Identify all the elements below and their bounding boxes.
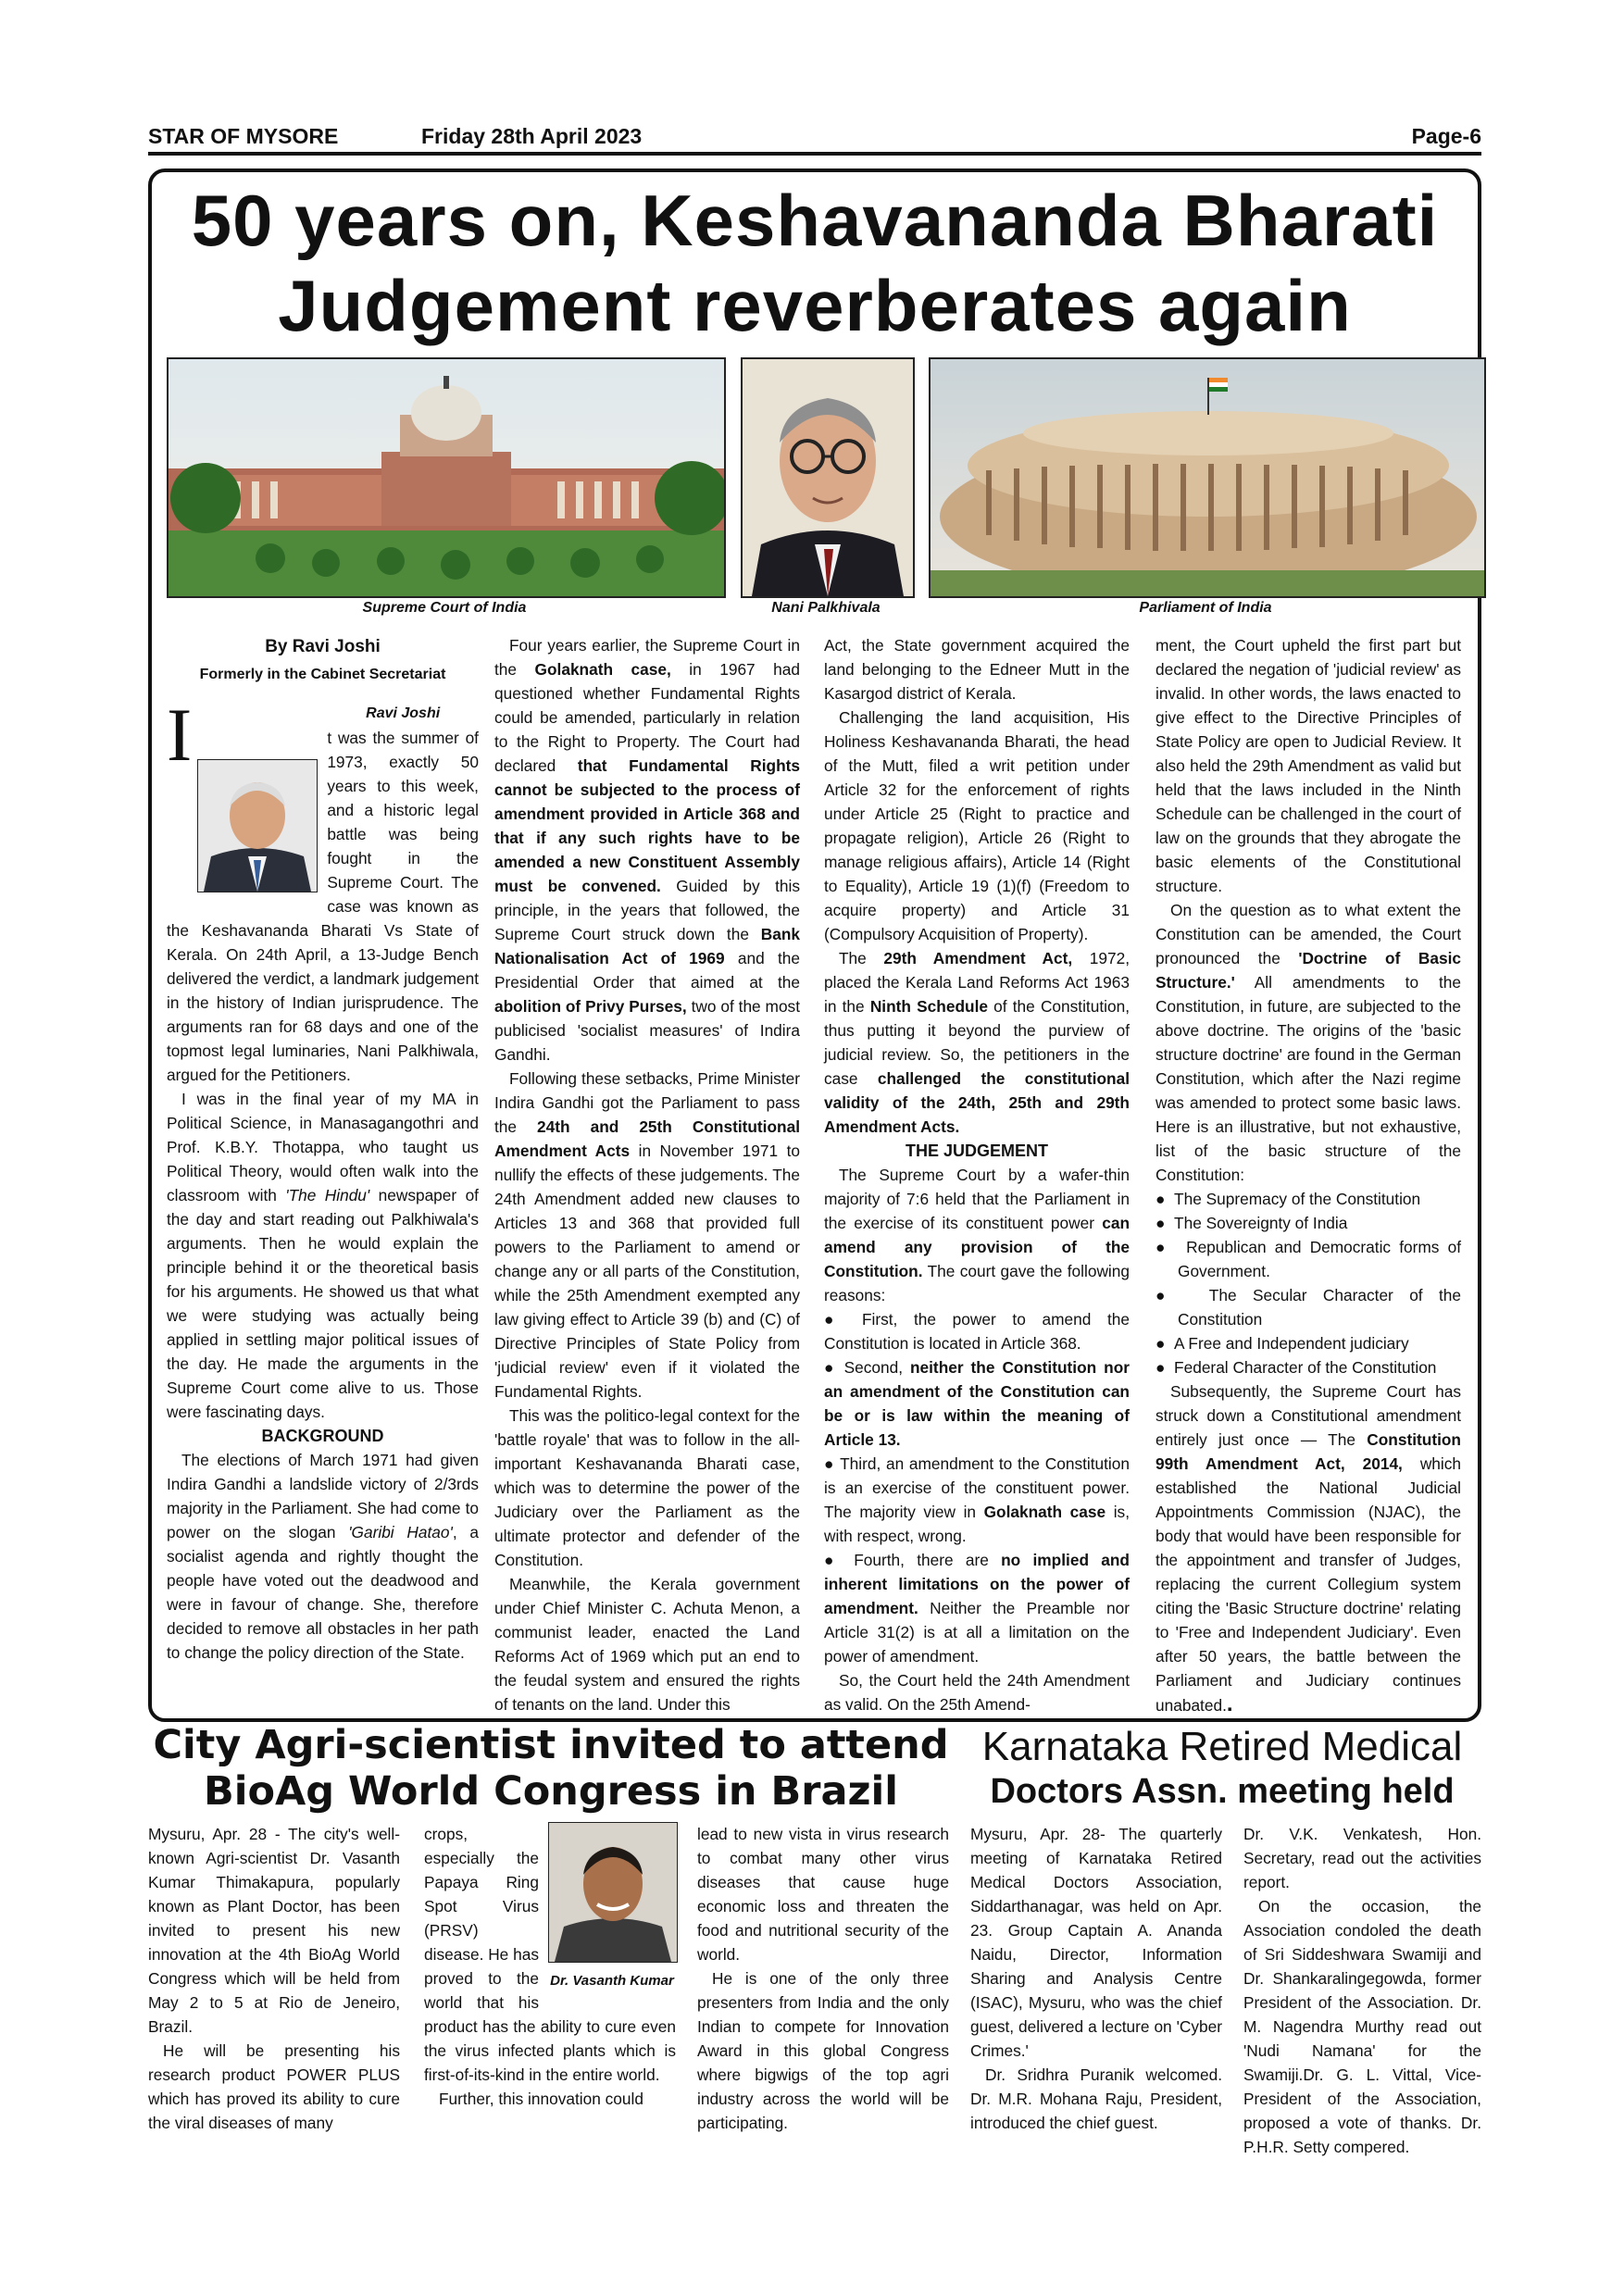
paragraph: Challenging the land acquisition, His Holiness Keshavananda Bharati, the head of the Mutt, filed a writ petition under Article 32 for the enforcement of rights under Article 25 (Right to practice and propagate religion), Article 26 (Right to manage religious affairs), Article 14 (Right to Equality), Article 19 (1)(f) (Freedom to acquire property) and Article 31 (Compulsory Acquisition of Property).	[824, 708, 1130, 943]
byline: By Ravi Joshi	[265, 637, 381, 656]
text-run: All amendments to the Constitution, in future, are subjected to the above doctrine. The origins of the 'basic structure doctrine' are found in the German Constitution, which after the Nazi regime was amended to protect some basic laws. Here is an illustrative, but not exhaustive, list of the basic structure of the Constitution:	[1156, 973, 1461, 1184]
text-run: Subsequently, the Supreme Court has struck down a Constitutional amendment entirely just once — The	[1156, 1382, 1461, 1449]
paragraph: Mysuru, Apr. 28- The quarterly meeting of Karnataka Retired Medical Doctors Association, Siddarthanagar, was held on Apr. 23. Group Captain A. Ananda Naidu, Director, Information Sharing and Analysis Centre (ISAC), Mysuru, who was the chief guest, delivered a lecture on 'Cyber Crimes.'	[970, 1825, 1222, 2060]
karnataka-headline	[963, 1724, 1481, 1813]
text-run: , a socialist agenda and rightly thought the people have voted out the deadwood and were in favour of change. She, therefore decided to remove all obstacles in her path to change the policy direction of the State.	[167, 1523, 479, 1662]
paper-name: STAR OF MYSORE	[148, 124, 339, 148]
paragraph: This was the politico-legal context for the 'battle royale' that was to follow in the all-important Keshavananda Bharati case, which was to determine the power of the Judiciary over the Parliament as the ultimate protector and defender of the Constitution.	[494, 1406, 800, 1569]
text-run: neither the Constitution nor an amendment of the Constitution can be or is law within the meaning of Article 13.	[824, 1358, 1130, 1449]
text-run: The Supreme Court by a wafer-thin majority of 7:6 held that the Parliament in the exercise of its constituent power	[824, 1166, 1130, 1232]
text-run: Golaknath case	[983, 1503, 1106, 1521]
text-run: can amend any provision of the Constitution.	[824, 1214, 1130, 1280]
paragraph: He is one of the only three presenters from India and the only Indian to compete for Innovation Award in this global Congress where bigwigs of the top agri industry across the world will be participating.	[697, 1969, 949, 2132]
agri-column-1	[148, 1822, 400, 2135]
paragraph: ment, the Court upheld the first part but declared the negation of 'judicial review' as invalid. In other words, the laws enacted to give effect to the Directive Principles of State Policy are open to Judicial Review. It also held the 29th Amendment as valid but held that the laws included in the Ninth Schedule can be challenged in the court of law on the grounds that they abrogate the basic elements of the Constitutional structure.	[1156, 636, 1461, 895]
agri-headline	[148, 1722, 954, 1815]
reason-item	[824, 1548, 1130, 1668]
paragraph: On the occasion, the Association condoled the death of Sri Siddeshwara Swamiji and Dr. Shankaralingegowda, former President of the Association. Dr. M. Nagendra Murthy read out 'Nudi Namana' for the Swamiji.Dr. G. L. Vittal, Vice-President of the Association, proposed a vote of thanks. Dr. P.H.R. Setty compered.	[1243, 1897, 1481, 2156]
text-run: that Fundamental Rights cannot be subjected to the process of amendment provided in Article 368 and that if any such rights have to be amended a new Constituent Assembly must be convened.	[494, 756, 801, 895]
text-run: On the question as to what extent the Constitution can be amended, the Court pronounced the	[1156, 901, 1461, 967]
slogan: 'Garibi Hatao'	[348, 1523, 453, 1541]
subhead-background: BACKGROUND	[261, 1427, 384, 1445]
page-number: Page-6	[1411, 124, 1481, 148]
supreme-court-image	[169, 359, 724, 596]
supreme-court-caption: Supreme Court of India	[362, 600, 527, 616]
parliament-image	[931, 359, 1484, 596]
paragraph	[494, 1067, 800, 1404]
author-photo-caption: Ravi Joshi	[366, 705, 441, 721]
text-run: is, with respect, wrong.	[824, 1503, 1130, 1545]
text-run: in 1967 had questioned whether Fundamental Rights could be amended, particularly in relation to the Right to Property. The Court had declared	[494, 660, 801, 775]
basic-structure-item: ● A Free and Independent judiciary	[1156, 1331, 1461, 1355]
issue-date: Friday 28th April 2023	[421, 124, 643, 148]
nani-palkhivala-caption: Nani Palkhivala	[771, 600, 881, 616]
text-run: of the Constitution, thus putting it beyond the purview of judicial review. So, the petitioners in the case	[824, 997, 1131, 1088]
lead-column-1	[167, 633, 479, 1665]
basic-structure-item: ● The Secular Character of the Constitution	[1156, 1283, 1461, 1331]
paragraph: So, the Court held the 24th Amendment as valid. On the 25th Amend-	[824, 1671, 1130, 1714]
text-run: Neither the Preamble nor Article 31(2) is at all a limitation on the power of amendment.	[824, 1599, 1130, 1666]
intro-text: t was the summer of 1973, exactly 50 years to this week, and a historic legal battle was being fought in the Supreme Court. The case was known as the Keshavananda Bharati Vs State of Kerala. On 24th April, a 13-Judge Bench delivered the verdict, a landmark judgement in the history of Indian jurisprudence. The arguments ran for 68 days and one of the topmost legal luminaries, Nani Palkhiwala, argued for the Petitioners.	[167, 729, 479, 1084]
supreme-court-photo	[167, 357, 726, 598]
end-mark: .	[1226, 1691, 1233, 1716]
agri-column-3	[697, 1822, 949, 2135]
text-run: Second,	[843, 1358, 910, 1377]
paragraph	[1156, 1379, 1461, 1717]
agri-headline-line1: City Agri-scientist invited to attend	[153, 1722, 949, 1768]
paragraph: crops, especially the Papaya Ring Spot Virus (PRSV) disease. He has proved to the world that his product has the ability to cure even the virus infected plants which is first-of-its-kind in the entire world.	[424, 1825, 676, 2084]
vasanth-kumar-portrait	[548, 1822, 678, 1963]
paragraph	[167, 1448, 479, 1665]
paragraph	[824, 1163, 1130, 1307]
text-run: 29th Amendment Act,	[883, 949, 1073, 967]
text-run: no implied and inherent limitations on the power of amendment.	[824, 1551, 1130, 1617]
text-run: and the Presidential Order that aimed at the	[494, 949, 800, 992]
nani-palkhivala-photo	[741, 357, 915, 598]
paragraph: Act, the State government acquired the land belonging to the Edneer Mutt in the Kasargod district of Kerala.	[824, 636, 1130, 703]
paragraph	[167, 1087, 479, 1424]
paragraph: Dr. Sridhra Puranik welcomed. Dr. M.R. Mohana Raju, President, introduced the chief guest.	[970, 2065, 1222, 2132]
text-run: Golaknath case,	[534, 660, 671, 679]
text-run: in November 1971 to nullify the effects of these judgements. The 24th Amendment added new clauses to Articles 13 and 368 that provided full powers to the Parliament to amend or change any or all parts of the Constitution, while the 25th Amendment exempted any law giving effect to Article 39 (b) and (C) of Directive Principles of State Policy from 'judicial review' even if it violated the Fundamental Rights.	[494, 1142, 800, 1401]
lead-column-4	[1156, 633, 1461, 1717]
agri-headline-line2: BioAg World Congress in Brazil	[203, 1768, 899, 1815]
text-run: Following these setbacks, Prime Minister Indira Gandhi got the Parliament to pass the	[494, 1069, 800, 1136]
text-run: The elections of March 1971 had given Indira Gandhi a landslide victory of 2/3rds majority in the Parliament. She had come to power on the slogan	[167, 1451, 479, 1541]
reason-item	[824, 1452, 1130, 1548]
paragraph: Meanwhile, the Kerala government under Chief Minister C. Achuta Menon, a communist leader, enacted the Land Reforms Act of 1969 which put an end to the feudal system and ensured the rights of tenants on the land. Under this	[494, 1575, 800, 1714]
paragraph: lead to new vista in virus research to combat many other virus diseases that cause huge economic loss and threaten the food and nutritional security of the world.	[697, 1825, 949, 1964]
agri-column-2	[424, 1822, 676, 2111]
dropcap: I	[167, 693, 193, 777]
lead-column-2	[494, 633, 800, 1716]
vasanth-kumar-photo	[548, 1822, 676, 1993]
karnataka-column-2	[1243, 1822, 1481, 2159]
text-run: Fourth, there are	[854, 1551, 1002, 1569]
subhead-judgement: THE JUDGEMENT	[905, 1142, 1048, 1160]
lead-column-3	[824, 633, 1130, 1716]
paragraph	[824, 946, 1130, 1139]
reason-item: ● First, the power to amend the Constitution is located in Article 368.	[824, 1307, 1130, 1355]
newspaper-name: 'The Hindu'	[285, 1186, 370, 1204]
parliament-photo	[929, 357, 1486, 598]
lead-headline	[157, 178, 1472, 348]
text-run: two of the most publicised 'socialist measures' of Indira Gandhi.	[494, 997, 800, 1064]
vasanth-kumar-caption: Dr. Vasanth Kumar	[550, 1973, 674, 1989]
text-run: 24th and 25th Constitutional Amendment Acts	[494, 1117, 801, 1160]
text-run: Bank Nationalisation Act of 1969	[494, 925, 800, 967]
karnataka-headline-line2: Doctors Assn. meeting held	[990, 1772, 1455, 1811]
byline-role: Formerly in the Cabinet Secretariat	[199, 667, 446, 682]
basic-structure-item: ● Federal Character of the Constitution	[1156, 1355, 1461, 1379]
text-run: Guided by this principle, in the years that followed, the Supreme Court struck down the	[494, 877, 800, 943]
masthead-rule	[148, 152, 1481, 156]
text-run: The	[839, 949, 884, 967]
text-run: which established the National Judicial Appointments Commission (NJAC), the body that would have been responsible for the appointment and transfer of Judges, replacing the current Collegium system citing the 'Basic Structure doctrine' relating to 'Free and Independent Judiciary'. Even after 50 years, the battle between the Parliament and Judiciary continues unabated.	[1156, 1454, 1462, 1715]
text-run: The court gave the following reasons:	[824, 1262, 1130, 1304]
nani-palkhivala-portrait	[743, 359, 913, 596]
text-run: 'Doctrine of Basic Structure.'	[1156, 949, 1461, 992]
text-run: Ninth Schedule	[869, 997, 988, 1016]
karnataka-headline-line1: Karnataka Retired Medical	[981, 1724, 1463, 1769]
masthead	[148, 120, 1481, 154]
paragraph: Dr. V.K. Venkatesh, Hon. Secretary, read out the activities report.	[1243, 1825, 1481, 1891]
paragraph	[1156, 898, 1461, 1187]
text-run: I was in the final year of my MA in Political Science, in Manasagangothri and Prof. K.B.Y. Thotappa, who taught us Political Theory, would often walk into the classroom with	[167, 1090, 479, 1204]
basic-structure-item: ● Republican and Democratic forms of Government.	[1156, 1235, 1461, 1283]
ravi-joshi-portrait	[197, 759, 318, 892]
paragraph: Further, this innovation could	[439, 2090, 643, 2108]
text-run: Third, an amendment to the Constitution is an exercise of the constituent power. The majority view in	[824, 1454, 1130, 1521]
karnataka-column-1	[970, 1822, 1222, 2135]
text-run: Constitution 99th Amendment Act, 2014,	[1156, 1430, 1461, 1473]
paragraph	[494, 633, 800, 1067]
lead-headline-line1: 50 years on, Keshavananda Bharati	[191, 180, 1439, 261]
reason-item	[824, 1355, 1130, 1452]
paragraph: He will be presenting his research product POWER PLUS which has proved its ability to cure the viral diseases of many	[148, 2041, 400, 2132]
text-run: challenged the constitutional validity of the 24th, 25th and 29th Amendment Acts.	[824, 1069, 1130, 1136]
lead-headline-line2: Judgement reverberates again	[278, 265, 1352, 346]
text-run: newspaper of the day and start reading out Palkhiwala's arguments. Then he would explain the principle behind it or the theoretical basis for his arguments. He showed us that what we were studying was actually being applied in settling major political issues of the day. He made the arguments in the Supreme Court come alive to us. Those were fascinating days.	[167, 1186, 479, 1421]
basic-structure-item: ● The Sovereignty of India	[1156, 1211, 1461, 1235]
parliament-caption: Parliament of India	[1139, 600, 1272, 616]
author-photo	[197, 759, 318, 899]
text-run: abolition of Privy Purses,	[494, 997, 687, 1016]
text-run: 1972, placed the Kerala Land Reforms Act 1963 in the	[824, 949, 1130, 1016]
text-run: Four years earlier, the Supreme Court in the	[494, 636, 800, 679]
paragraph: Mysuru, Apr. 28 - The city's well-known Agri-scientist Dr. Vasanth Kumar Thimakapura, popularly known as Plant Doctor, has been invited to present his new innovation at the 4th BioAg World Congress which will be held from May 2 to 5 at Rio de Jeneiro, Brazil.	[148, 1825, 400, 2036]
basic-structure-item: ● The Supremacy of the Constitution	[1156, 1187, 1461, 1211]
